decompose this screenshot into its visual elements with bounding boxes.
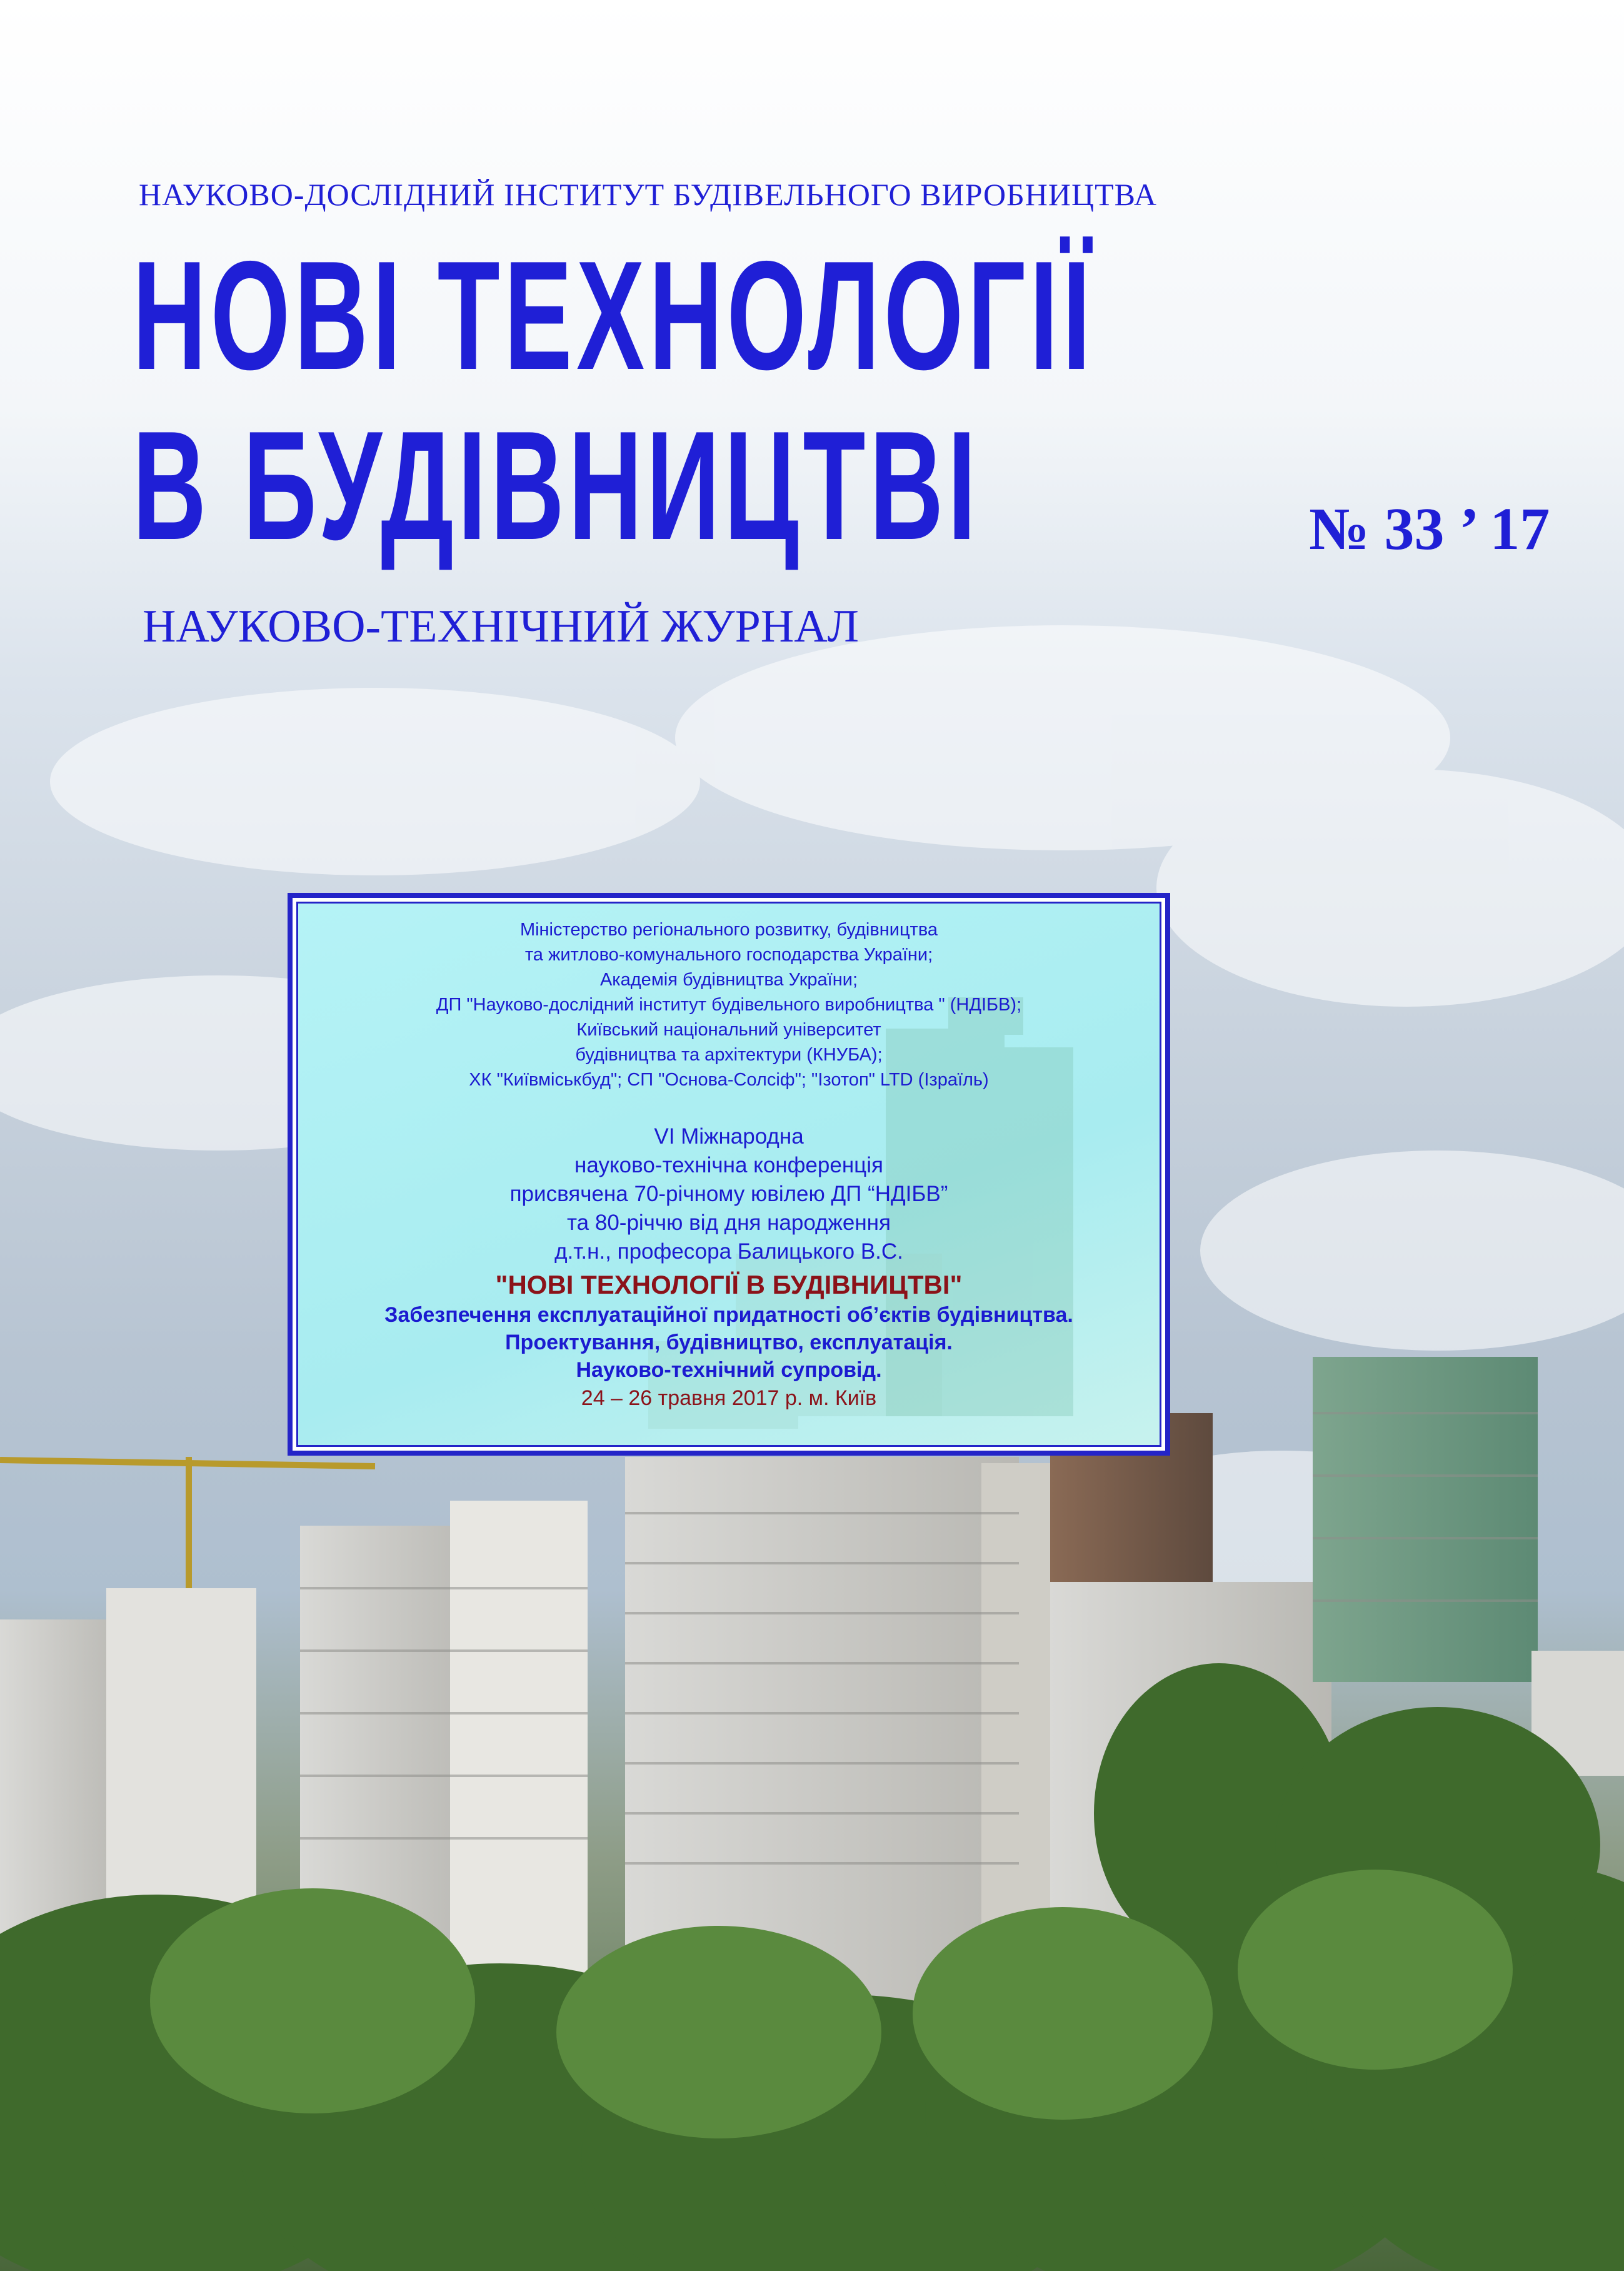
- conference-topic: Проектування, будівництво, експлуатація.: [505, 1331, 953, 1354]
- event-line: науково-технічна конференція: [574, 1153, 883, 1177]
- conference-topic: Забезпечення експлуатаційної придатності об’єктів будівництва.: [384, 1303, 1073, 1327]
- organizer-line: будівництва та архітектури (КНУБА);: [575, 1045, 883, 1065]
- organizer-line: Міністерство регіонального розвитку, будівництва: [519, 920, 938, 940]
- journal-subtitle: НАУКОВО-ТЕХНІЧНИЙ ЖУРНАЛ: [143, 601, 859, 652]
- event-line: д.т.н., професора Балицького В.С.: [554, 1239, 903, 1264]
- organizer-line: Київський національний університет: [576, 1020, 881, 1040]
- conference-panel: [296, 902, 1161, 1447]
- conference-title: "НОВІ ТЕХНОЛОГІЇ В БУДІВНИЦТВІ": [495, 1270, 963, 1299]
- organizer-line: ХК "Київміськбуд"; СП "Основа-Солсіф"; "Ізотоп" LTD (Ізраїль): [469, 1070, 989, 1090]
- organizer-line: Академія будівництва України;: [599, 970, 858, 990]
- organizer-line: ДП "Науково-дослідний інститут будівельного виробництва " (НДІБВ);: [436, 995, 1022, 1015]
- organizer-line: та житлово-комунального господарства України;: [524, 945, 933, 965]
- event-line: VI Міжнародна: [654, 1124, 804, 1149]
- conference-frame: [288, 893, 1170, 1456]
- conference-dates: 24 – 26 травня 2017 р. м. Київ: [581, 1386, 877, 1410]
- journal-title-line-2: В БУДІВНИЦТВІ: [133, 398, 980, 572]
- conference-topic: Науково-технічний супровід.: [576, 1358, 882, 1382]
- event-line: присвячена 70-річному ювілею ДП “НДІБВ”: [509, 1182, 948, 1206]
- issue-number: № 33 ’ 17: [1309, 495, 1550, 562]
- journal-title-line-1: НОВІ ТЕХНОЛОГІЇ: [133, 228, 1095, 402]
- institute-name: НАУКОВО-ДОСЛІДНИЙ ІНСТИТУТ БУДІВЕЛЬНОГО ВИРОБНИЦТВА: [139, 177, 1157, 212]
- event-line: та 80-річчю від дня народження: [567, 1211, 891, 1235]
